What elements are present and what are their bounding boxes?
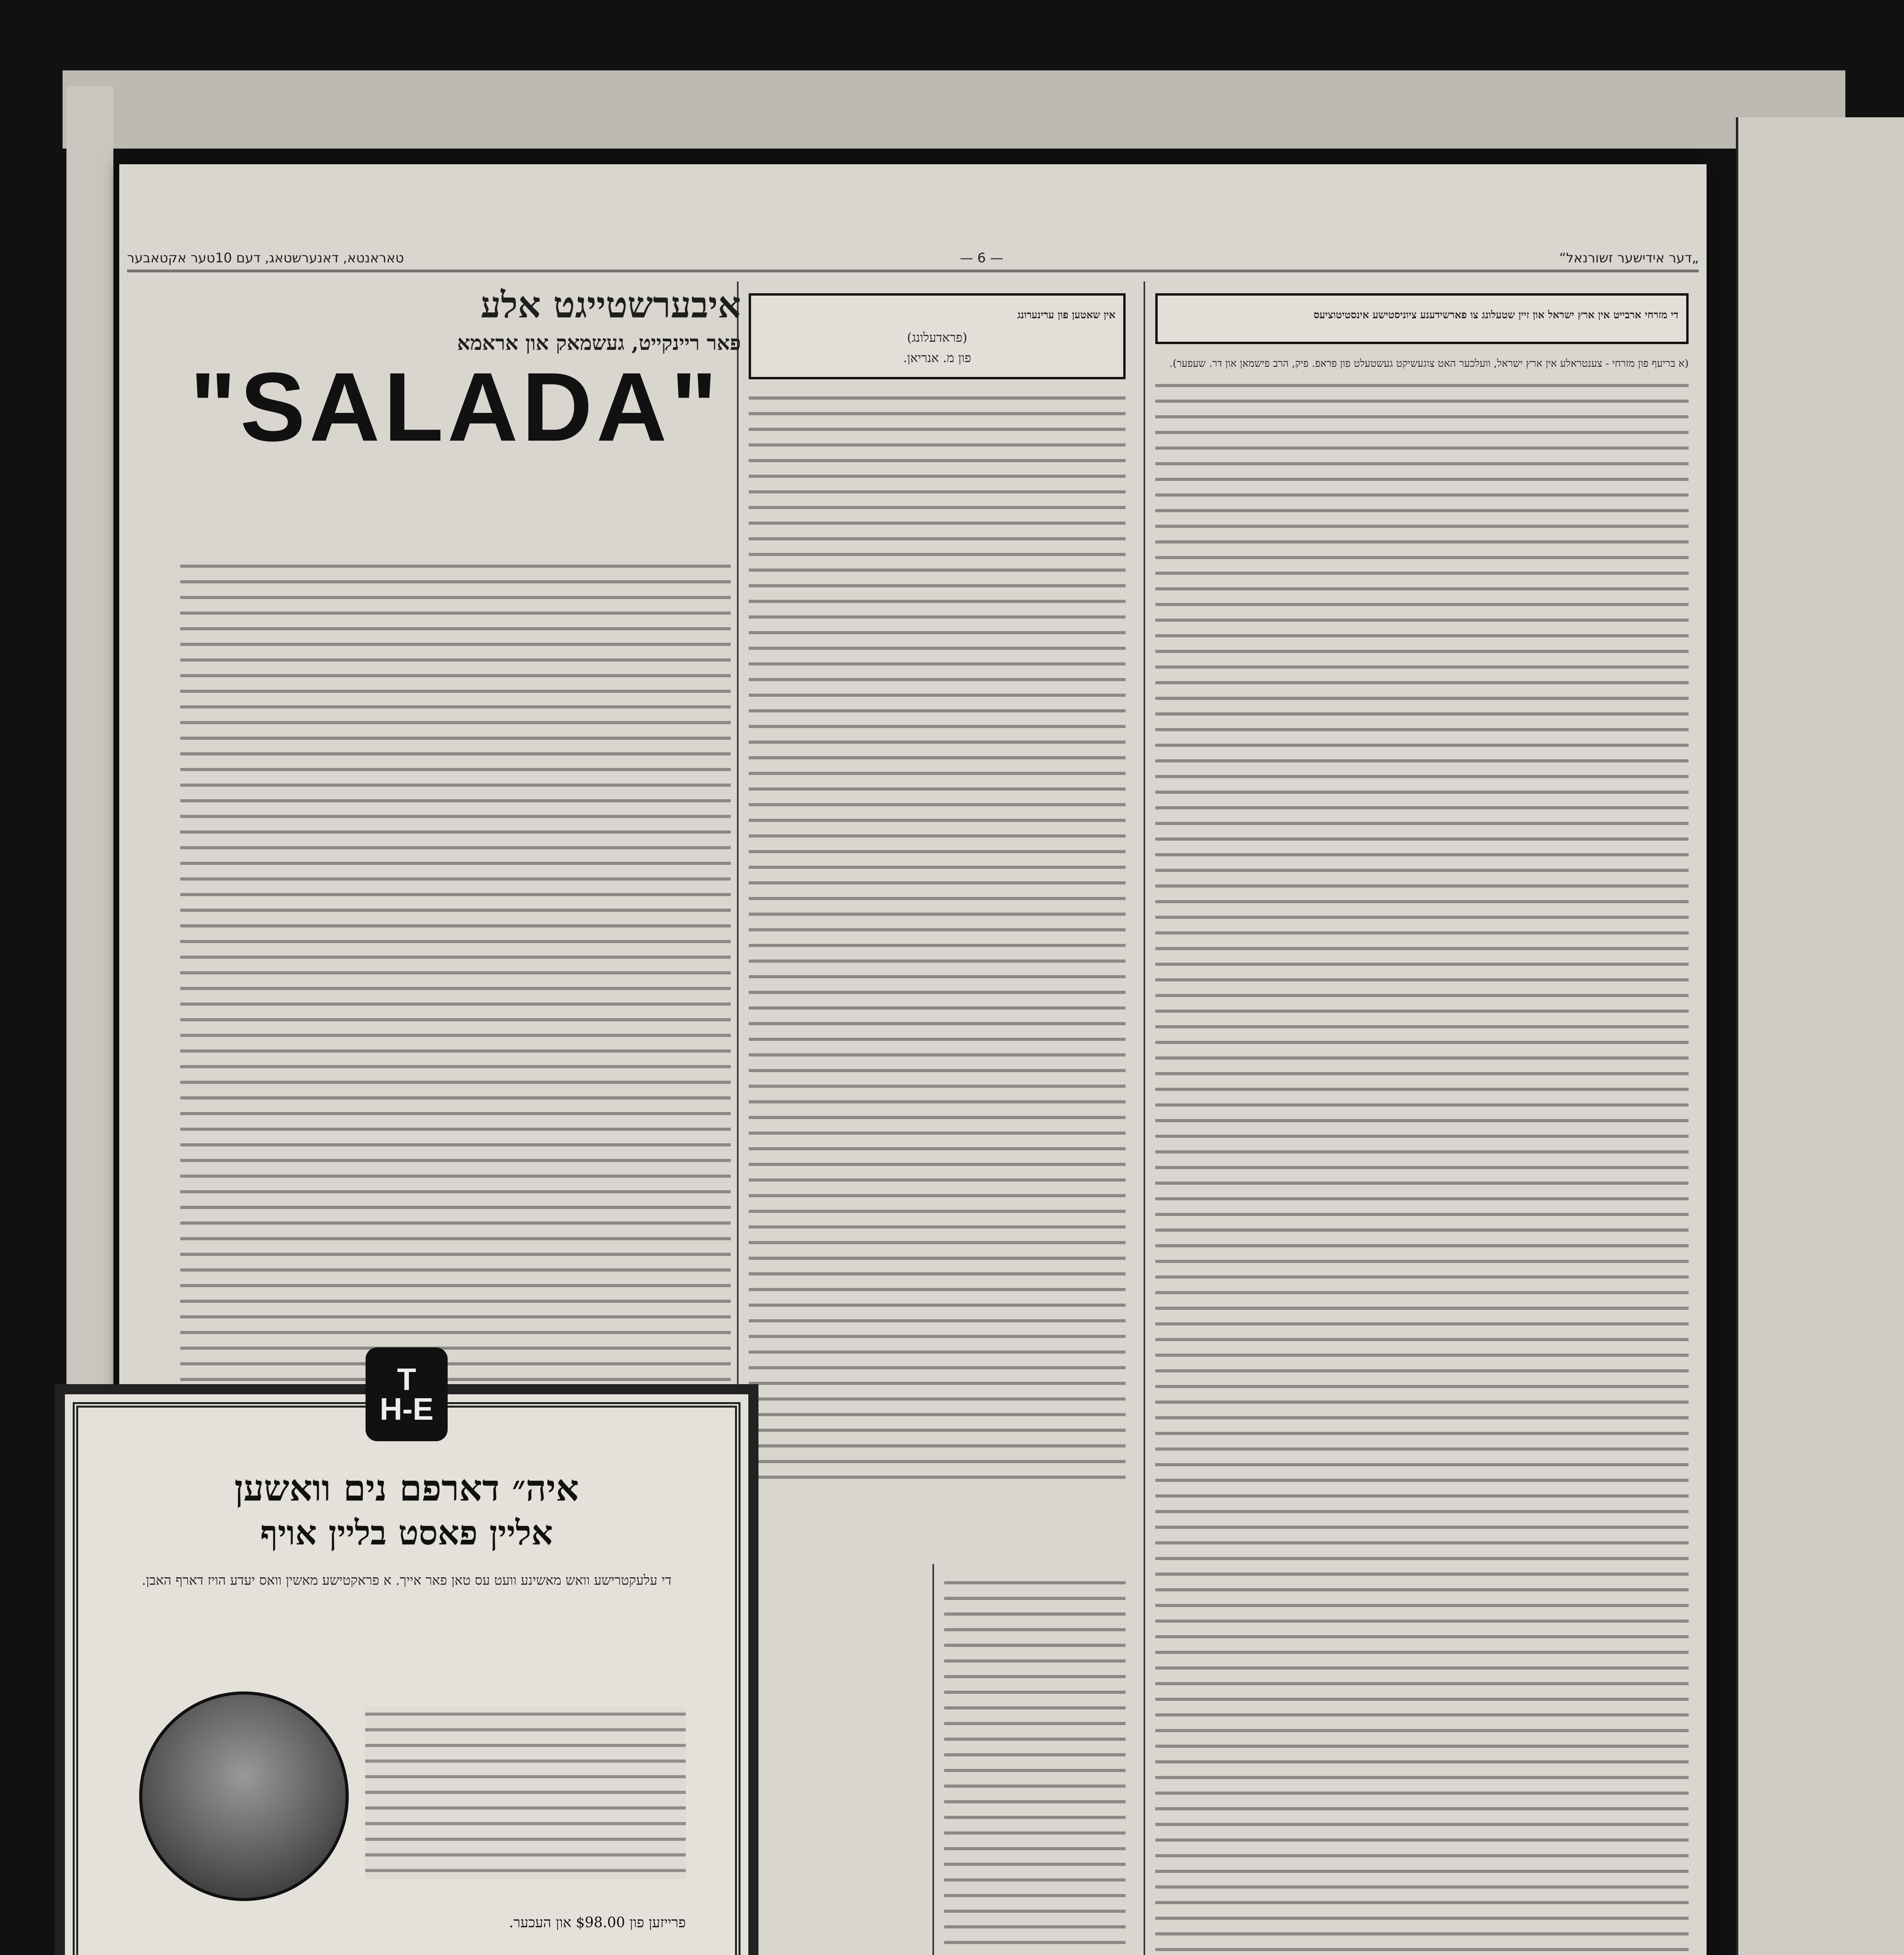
ad-title-line1: איה״ דארפם נים וואשען <box>234 1467 579 1509</box>
center-article-byline: פון מ. אנריאן. <box>903 350 971 365</box>
salada-advertisement <box>170 282 741 532</box>
newspaper-name: „דער אידישער זשורנאל“ <box>1559 250 1699 266</box>
center-lower-column <box>932 1564 1136 1955</box>
right-article-intro: (א בריעף פון מזרחי - צענטראלע אין ארץ ישראל, וועלכער האט צוגעשיקט געשטעלט פון פראפ. פיק, הרב פישמאן און דר. שעפער). <box>1169 358 1689 369</box>
center-article-body-text <box>749 391 1126 1486</box>
hydro-logo-top: T <box>397 1362 416 1397</box>
page-header <box>127 246 1699 272</box>
left-article-text <box>170 547 741 1478</box>
center-lower-body-text <box>944 1576 1126 1955</box>
right-article-headline: די מזרחי ארבייט אין ארץ ישראל און זיין שטעלונג צו פארשידענע ציוניסטישע אינסטיטוציעס <box>1314 309 1678 321</box>
dateline: טאראנטא, דאנערשטאג, דעם 10טער אקטאבער <box>127 250 404 266</box>
right-article-body-text <box>1155 378 1689 1955</box>
right-article-headline-box <box>1155 293 1689 344</box>
ad-body-text: די עלעקטרישע וואש מאשינע וועט עס טאן פאר אייך. א פראקטישע מאשין וואס יעדע הויז דארף האבן. <box>142 1573 672 1588</box>
right-article <box>1144 282 1699 1955</box>
salada-subline: פאר ריינקייט, געשמאק און אראמא <box>457 331 741 355</box>
hydro-logo-bottom: H-E <box>380 1392 434 1426</box>
ad-price: פרייזען פון $98.00 און העכער. <box>509 1915 686 1931</box>
salada-headline: איבערשטייגט אלע <box>480 284 741 326</box>
center-article-subtitle: (פראדעלונג) <box>907 330 968 345</box>
ad-side-text <box>365 1707 686 1879</box>
center-article <box>737 282 1136 1552</box>
toronto-hydro-advertisement <box>55 1362 758 1955</box>
hydro-logo <box>366 1347 448 1441</box>
center-article-headline-box <box>749 293 1126 379</box>
center-article-headline: אין שאטען פון ערינערונג <box>1017 309 1115 321</box>
adjacent-page-edge <box>1736 117 1904 1955</box>
film-top-strip <box>63 70 1845 149</box>
page-number: — 6 — <box>959 250 1004 266</box>
ad-title-line2: אליין פאסט בליין אויף <box>260 1513 553 1553</box>
salada-brand: "SALADA" <box>190 352 721 461</box>
washing-woman-illustration <box>139 1691 349 1901</box>
left-article-body-text <box>180 559 731 1466</box>
